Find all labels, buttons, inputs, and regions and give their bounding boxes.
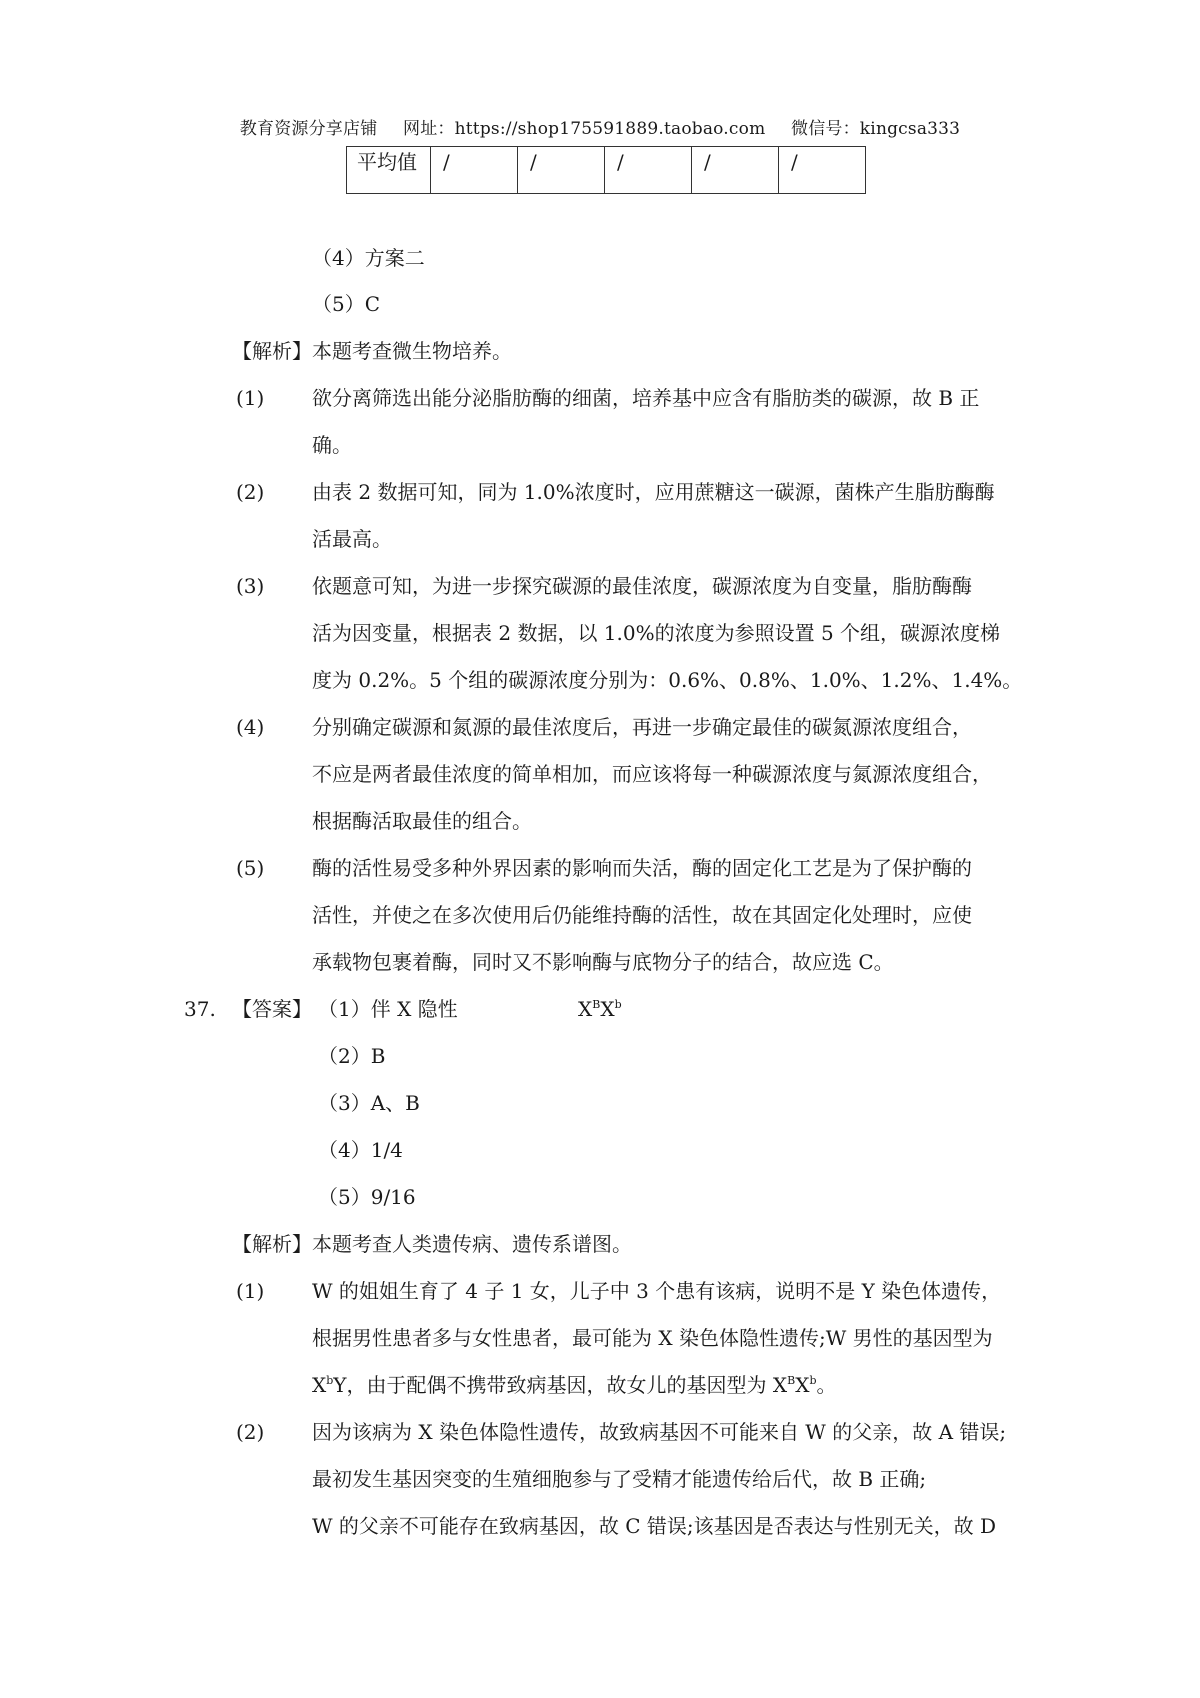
text-run: X [312,1373,327,1397]
genotype-base: X [578,997,593,1021]
answer-line: （5）9/16 [318,1185,416,1209]
table-cell: / [779,147,866,194]
analysis-line: 度为 0.2%。5 个组的碳源浓度分别为：0.6%、0.8%、1.0%、1.2%、1.4%。 [312,668,1023,692]
table-cell: / [605,147,692,194]
table-cell: / [518,147,605,194]
text-run: X [795,1373,810,1397]
analysis-line: 不应是两者最佳浓度的简单相加，而应该将每一种碳源浓度与氮源浓度组合， [312,762,992,786]
analysis-line: W 的父亲不可能存在致病基因，故 C 错误;该基因是否表达与性别无关，故 D [312,1514,997,1538]
genotype-sup: b [614,998,622,1011]
analysis-line: 由表 2 数据可知，同为 1.0%浓度时，应用蔗糖这一碳源，菌株产生脂肪酶酶 [312,480,995,504]
genotype-sup: b [809,1374,817,1387]
answer-line: （5）C [312,292,381,316]
answer-line: （4）1/4 [318,1138,403,1162]
analysis-line: 欲分离筛选出能分泌脂肪酶的细菌，培养基中应含有脂肪类的碳源，故 B 正 [312,386,980,410]
question-number: 37. [184,997,216,1021]
answer-line: （4）方案二 [312,246,425,270]
table-cell: / [431,147,518,194]
genotype-base: X [600,997,615,1021]
analysis-line [312,1371,837,1399]
analysis-line: 分别确定碳源和氮源的最佳浓度后，再进一步确定最佳的碳氮源浓度组合， [312,715,972,739]
header-shop-name: 教育资源分享店铺 [239,119,378,139]
analysis-line: 根据酶活取最佳的组合。 [312,809,532,833]
item-number: (5) [236,856,265,880]
analysis-heading: 【解析】本题考查微生物培养。 [232,339,512,363]
text-run: 。 [816,1373,837,1397]
analysis-line: 承载物包裹着酶，同时又不影响酶与底物分子的结合，故应选 C。 [312,950,894,974]
table-row [347,147,866,194]
genotype [578,995,622,1023]
answer-line: （1）伴 X 隐性 [318,997,458,1021]
analysis-line: 因为该病为 X 染色体隐性遗传，故致病基因不可能来自 W 的父亲，故 A 错误; [312,1420,1007,1444]
answer-line: （3）A、B [318,1091,420,1115]
average-table [346,146,866,194]
item-number: (2) [236,480,265,504]
genotype-sup: B [787,1374,796,1387]
item-number: (1) [236,1279,265,1303]
genotype-sup: B [592,998,601,1011]
analysis-line: 活最高。 [312,527,392,551]
analysis-line: 活性，并使之在多次使用后仍能维持酶的活性，故在其固定化处理时，应使 [312,903,972,927]
text-run: Y，由于配偶不携带致病基因，故女儿的基因型为 X [333,1373,788,1397]
item-number: (1) [236,386,265,410]
header-wechat: 微信号：kingcsa333 [791,119,961,139]
item-number: (4) [236,715,265,739]
analysis-heading: 【解析】本题考查人类遗传病、遗传系谱图。 [232,1232,632,1256]
analysis-line: 依题意可知，为进一步探究碳源的最佳浓度，碳源浓度为自变量，脂肪酶酶 [312,574,972,598]
analysis-line: 根据男性患者多与女性患者，最可能为 X 染色体隐性遗传;W 男性的基因型为 [312,1326,993,1350]
item-number: (3) [236,574,265,598]
analysis-line: 活为因变量，根据表 2 数据，以 1.0%的浓度为参照设置 5 个组，碳源浓度梯 [312,621,1001,645]
answer-label: 【答案】 [232,997,312,1021]
analysis-line: 酶的活性易受多种外界因素的影响而失活，酶的固定化工艺是为了保护酶的 [312,856,972,880]
page-header [0,114,1200,139]
analysis-line: 最初发生基因突变的生殖细胞参与了受精才能遗传给后代，故 B 正确; [312,1467,927,1491]
item-number: (2) [236,1420,265,1444]
row-label: 平均值 [347,147,431,194]
analysis-line: 确。 [312,433,352,457]
answer-line: （2）B [318,1044,386,1068]
analysis-line: W 的姐姐生育了 4 子 1 女，儿子中 3 个患有该病，说明不是 Y 染色体遗传， [312,1279,1002,1303]
genotype-sup: b [326,1374,334,1387]
table-cell: / [692,147,779,194]
header-url: 网址：https://shop175591889.taobao.com [403,119,766,139]
